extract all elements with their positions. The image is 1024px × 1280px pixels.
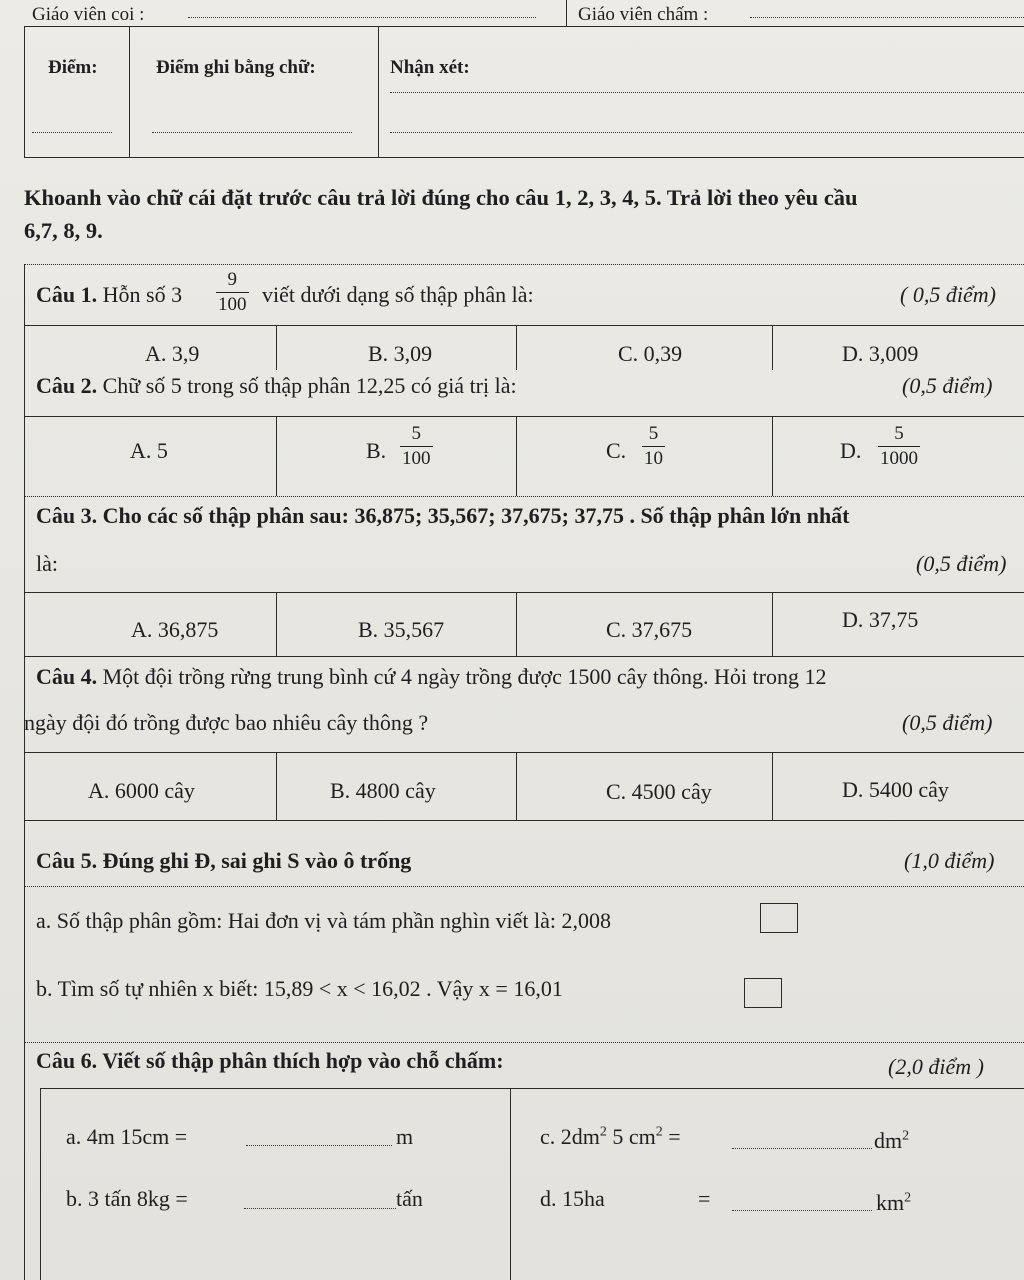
q4-points: (0,5 điểm): [902, 710, 993, 735]
comment-blank-2: [390, 132, 1024, 133]
score-words-label: Điểm ghi bằng chữ:: [156, 57, 316, 78]
q2-c-den: 10: [644, 448, 663, 469]
comment-blank-1: [390, 92, 1024, 93]
q6-c-text: c. 2dm: [540, 1124, 600, 1149]
q2-option-c-letter[interactable]: C.: [606, 438, 627, 463]
q2-c-num: 5: [648, 423, 659, 444]
q4-option-c[interactable]: C. 4500 cây: [606, 779, 712, 804]
q4-label: Câu 4.: [36, 664, 98, 689]
q6-c-unit-sup: 2: [902, 1128, 910, 1144]
q1-label: Câu 1.: [36, 282, 98, 307]
instruction-line-1: Khoanh vào chữ cái đặt trước câu trả lời đúng cho câu 1, 2, 3, 4, 5. Trả lời theo yêu cầu: [24, 185, 858, 210]
q6-b-text: b. 3 tấn 8kg =: [66, 1186, 188, 1211]
proctor-label: Giáo viên coi :: [32, 4, 145, 25]
q1-text-before: Hỗn số 3: [102, 282, 183, 307]
q2-option-d-fraction: [878, 424, 920, 469]
q5-statement-a: a. Số thập phân gồm: Hai đơn vị và tám phần nghìn viết là: 2,008: [36, 908, 611, 933]
q2-b-den: 100: [402, 448, 431, 469]
q6-title: Câu 6. Viết số thập phân thích hợp vào chỗ chấm:: [36, 1048, 504, 1073]
q2-d-num: 5: [894, 423, 904, 444]
q1-fraction: [216, 270, 249, 315]
q3-option-b[interactable]: B. 35,567: [358, 617, 445, 642]
proctor-blank: [188, 17, 536, 18]
q2-option-c-fraction: [642, 424, 665, 469]
q2-option-a[interactable]: A. 5: [130, 438, 168, 463]
q5-points: (1,0 điểm): [904, 848, 995, 873]
q4-option-d[interactable]: D. 5400 cây: [842, 777, 949, 802]
q6-top-divider: [24, 1042, 1024, 1043]
q2-row: [36, 373, 517, 399]
header-divider: [566, 0, 567, 26]
q1-row: [36, 282, 182, 308]
q3-option-c[interactable]: C. 37,675: [606, 617, 693, 642]
grader-label: Giáo viên chấm :: [578, 4, 709, 25]
q6-points: (2,0 điểm ): [888, 1054, 984, 1079]
q1-option-a[interactable]: A. 3,9: [145, 341, 200, 366]
q5-statement-b: b. Tìm số tự nhiên x biết: 15,89 < x < 16,02 . Vậy x = 16,01: [36, 976, 563, 1001]
q1-frac-den: 100: [218, 294, 247, 315]
q6-a-blank[interactable]: [246, 1145, 392, 1146]
q6-c-blank[interactable]: [732, 1148, 872, 1149]
q4-option-a[interactable]: A. 6000 cây: [88, 778, 195, 803]
q6-c-sup2: 2: [655, 1124, 663, 1140]
q3-option-d[interactable]: D. 37,75: [842, 607, 919, 632]
grader-blank: [750, 17, 1024, 18]
q1-points: ( 0,5 điểm): [900, 282, 996, 307]
q6-c-unit: dm: [874, 1128, 903, 1153]
q5-answer-box-b[interactable]: [744, 978, 782, 1008]
q5-title: Câu 5. Đúng ghi Đ, sai ghi S vào ô trống: [36, 848, 412, 873]
q2-b-num: 5: [411, 423, 421, 444]
q6-c-eq: =: [668, 1124, 681, 1149]
q6-d-eq: =: [698, 1186, 711, 1211]
q4-row-1: [36, 664, 826, 690]
q5-divider: [24, 886, 1024, 887]
q1-option-b[interactable]: B. 3,09: [368, 341, 433, 366]
q5-answer-box-a[interactable]: [760, 903, 798, 933]
q1-text-after: viết dưới dạng số thập phân là:: [262, 282, 534, 307]
q6-c-sup: 2: [599, 1124, 607, 1140]
q6-d-unit-wrap: [876, 1190, 911, 1216]
score-words-blank: [152, 132, 352, 133]
q4-line-2: ngày đội đó trồng được bao nhiêu cây thông ?: [24, 710, 429, 735]
q2-points: (0,5 điểm): [902, 373, 993, 398]
q6-b-blank[interactable]: [244, 1208, 396, 1209]
q4-option-b[interactable]: B. 4800 cây: [330, 778, 436, 803]
q3-line-1: Câu 3. Cho các số thập phân sau: 36,875; 35,567; 37,675; 37,75 . Số thập phân lớn nhất: [36, 503, 850, 528]
q6-c-mid: 5 cm: [612, 1124, 656, 1149]
q6-d-unit-sup: 2: [904, 1190, 912, 1206]
q1-option-d[interactable]: D. 3,009: [842, 341, 919, 366]
q6-b-unit: tấn: [396, 1186, 423, 1211]
q4-line-1: Một đội trồng rừng trung bình cứ 4 ngày trồng được 1500 cây thông. Hỏi trong 12: [102, 664, 827, 689]
q6-d-unit: km: [876, 1190, 905, 1215]
q6-d-text: d. 15ha: [540, 1186, 605, 1211]
q2-label: Câu 2.: [36, 373, 98, 398]
q2-d-den: 1000: [880, 448, 918, 469]
q1-frac-num: 9: [227, 269, 237, 290]
q3-option-a[interactable]: A. 36,875: [131, 617, 219, 642]
q2-text: Chữ số 5 trong số thập phân 12,25 có giá trị là:: [102, 373, 517, 398]
q2-option-b-fraction: [400, 424, 433, 469]
q3-line-2: là:: [36, 551, 58, 576]
q6-a-text: a. 4m 15cm =: [66, 1124, 188, 1149]
q6-c-unit-wrap: [874, 1128, 909, 1154]
q6-a-unit: m: [396, 1124, 414, 1149]
q2-option-b-letter[interactable]: B.: [366, 438, 387, 463]
instruction-line-2: 6,7, 8, 9.: [24, 218, 103, 243]
comment-label: Nhận xét:: [390, 57, 470, 78]
q6-d-blank[interactable]: [732, 1210, 872, 1211]
q1-option-c[interactable]: C. 0,39: [618, 341, 683, 366]
score-label: Điểm:: [48, 57, 98, 78]
score-blank: [32, 132, 112, 133]
q6-c-expression: [540, 1124, 681, 1150]
q2-option-d-letter[interactable]: D.: [840, 438, 862, 463]
q3-points: (0,5 điểm): [916, 551, 1007, 576]
